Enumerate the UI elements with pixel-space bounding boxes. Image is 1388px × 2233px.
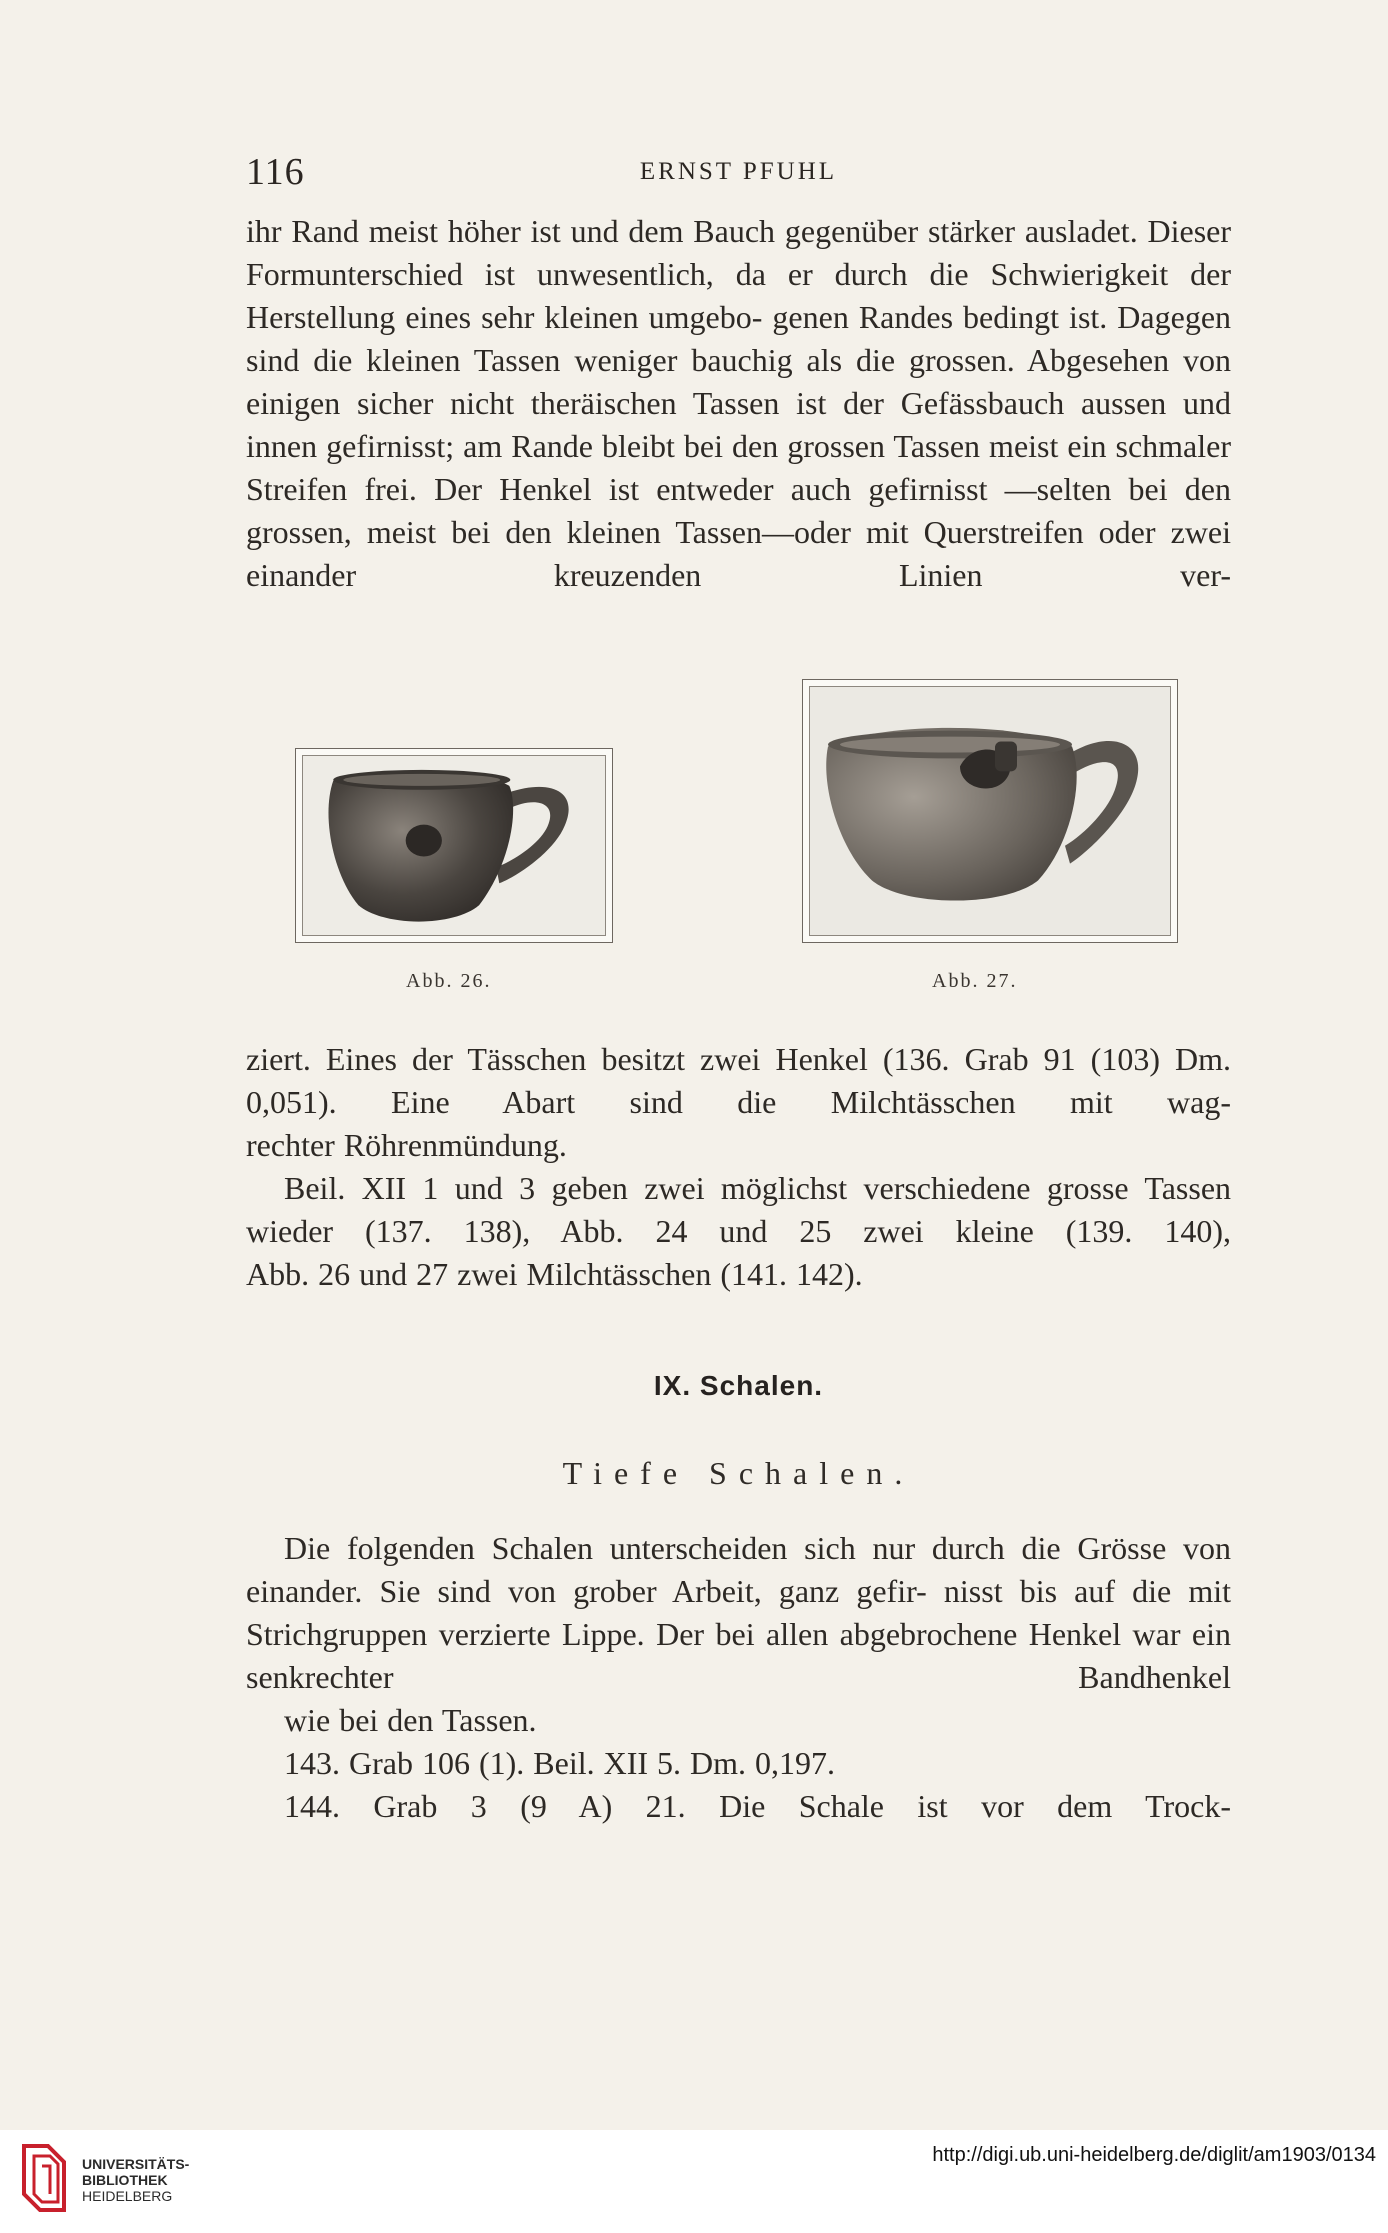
library-name-line: HEIDELBERG (82, 2188, 173, 2204)
library-name (82, 2156, 189, 2204)
text-line: ausladet. Dieser Formunterschied ist unwesentlich, da er durch (246, 213, 1232, 292)
text-line: gefirnisst; am Rande bleibt bei den grossen Tassen meist ein (326, 428, 1107, 464)
cup-image (303, 756, 605, 935)
figure-26 (295, 748, 613, 943)
text-line: allen abgebrochene Henkel war ein senkrechter Bandhenkel (246, 1616, 1232, 1695)
figure-26-caption: Abb. 26. (406, 970, 492, 992)
text-line: mit Querstreifen oder zwei einander kreuzenden Linien ver- (246, 514, 1232, 593)
footer-bar (0, 2130, 1388, 2233)
figure-27-caption: Abb. 27. (932, 970, 1018, 992)
library-name-line: BIBLIOTHEK (82, 2172, 168, 2188)
text-line: die Schwierigkeit der Herstellung eines sehr kleinen umgebo- (246, 256, 1232, 335)
figure-26-photo (302, 755, 606, 936)
text-line: Grösse von einander. Sie sind von grober Arbeit, ganz gefir- (246, 1530, 1232, 1609)
figure-27-photo (809, 686, 1171, 936)
section-subheading: Tiefe Schalen. (562, 1455, 915, 1491)
source-url-link[interactable]: http://digi.ub.uni-heidelberg.de/diglit/am1903/0134 (932, 2144, 1376, 2166)
text-line: Beil. XII 1 und 3 geben zwei möglichst verschiedene grosse (284, 1170, 1129, 1206)
paragraph-bottom (246, 1527, 1231, 1742)
paragraph-mid-1 (246, 1038, 1231, 1167)
text-line: Die folgenden Schalen unterscheiden sich nur durch die (284, 1530, 1061, 1566)
text-line: weniger bauchig als die grossen. Abgesehen von einigen sicher (246, 342, 1232, 421)
text-line: ziert. Eines der Tässchen besitzt zwei Henkel (136. Grab 91 (246, 1041, 1076, 1077)
text-line: genen Randes bedingt ist. Dagegen sind die kleinen Tassen (246, 299, 1232, 378)
paragraph-mid-2 (246, 1167, 1231, 1296)
entry-143: 143. Grab 106 (1). Beil. XII 5. Dm. 0,197. (284, 1745, 836, 1781)
text-line: Tassen wieder (137. 138), Abb. 24 und 25 zwei kleine (139. 140), (246, 1170, 1232, 1249)
paragraph-top (246, 210, 1231, 597)
text-line: rechter Röhrenmündung. (246, 1127, 567, 1163)
text-line: —selten bei den grossen, meist bei den kleinen Tassen—oder (246, 471, 1232, 550)
text-line: nisst bis auf die mit Strichgruppen verzierte Lippe. Der bei (246, 1573, 1232, 1652)
text-line: ihr Rand meist höher ist und dem Bauch gegenüber stärker (246, 213, 1016, 249)
text-line: schmaler Streifen frei. Der Henkel ist entweder auch gefirnisst (246, 428, 1231, 507)
page-header (246, 150, 1231, 193)
text-line: nicht theräischen Tassen ist der Gefässbauch aussen und innen (246, 385, 1232, 464)
text-line: wie bei den Tassen. (284, 1702, 537, 1738)
library-name-line: UNIVERSITÄTS- (82, 2156, 190, 2172)
section-heading: IX. Schalen. (653, 1370, 824, 1401)
text-line: (103) Dm. 0,051). Eine Abart sind die Milchtässchen mit wag- (246, 1041, 1232, 1120)
milk-cup-image (810, 687, 1170, 935)
library-logo-icon (18, 2142, 70, 2214)
page-number: 116 (246, 151, 305, 193)
text-line: Abb. 26 und 27 zwei Milchtässchen (141. 142). (246, 1256, 863, 1292)
running-head: ERNST PFUHL (639, 158, 838, 185)
entry-144: 144. Grab 3 (9 A) 21. Die Schale ist vor dem Trock- (284, 1788, 1231, 1824)
figure-27 (802, 679, 1178, 943)
